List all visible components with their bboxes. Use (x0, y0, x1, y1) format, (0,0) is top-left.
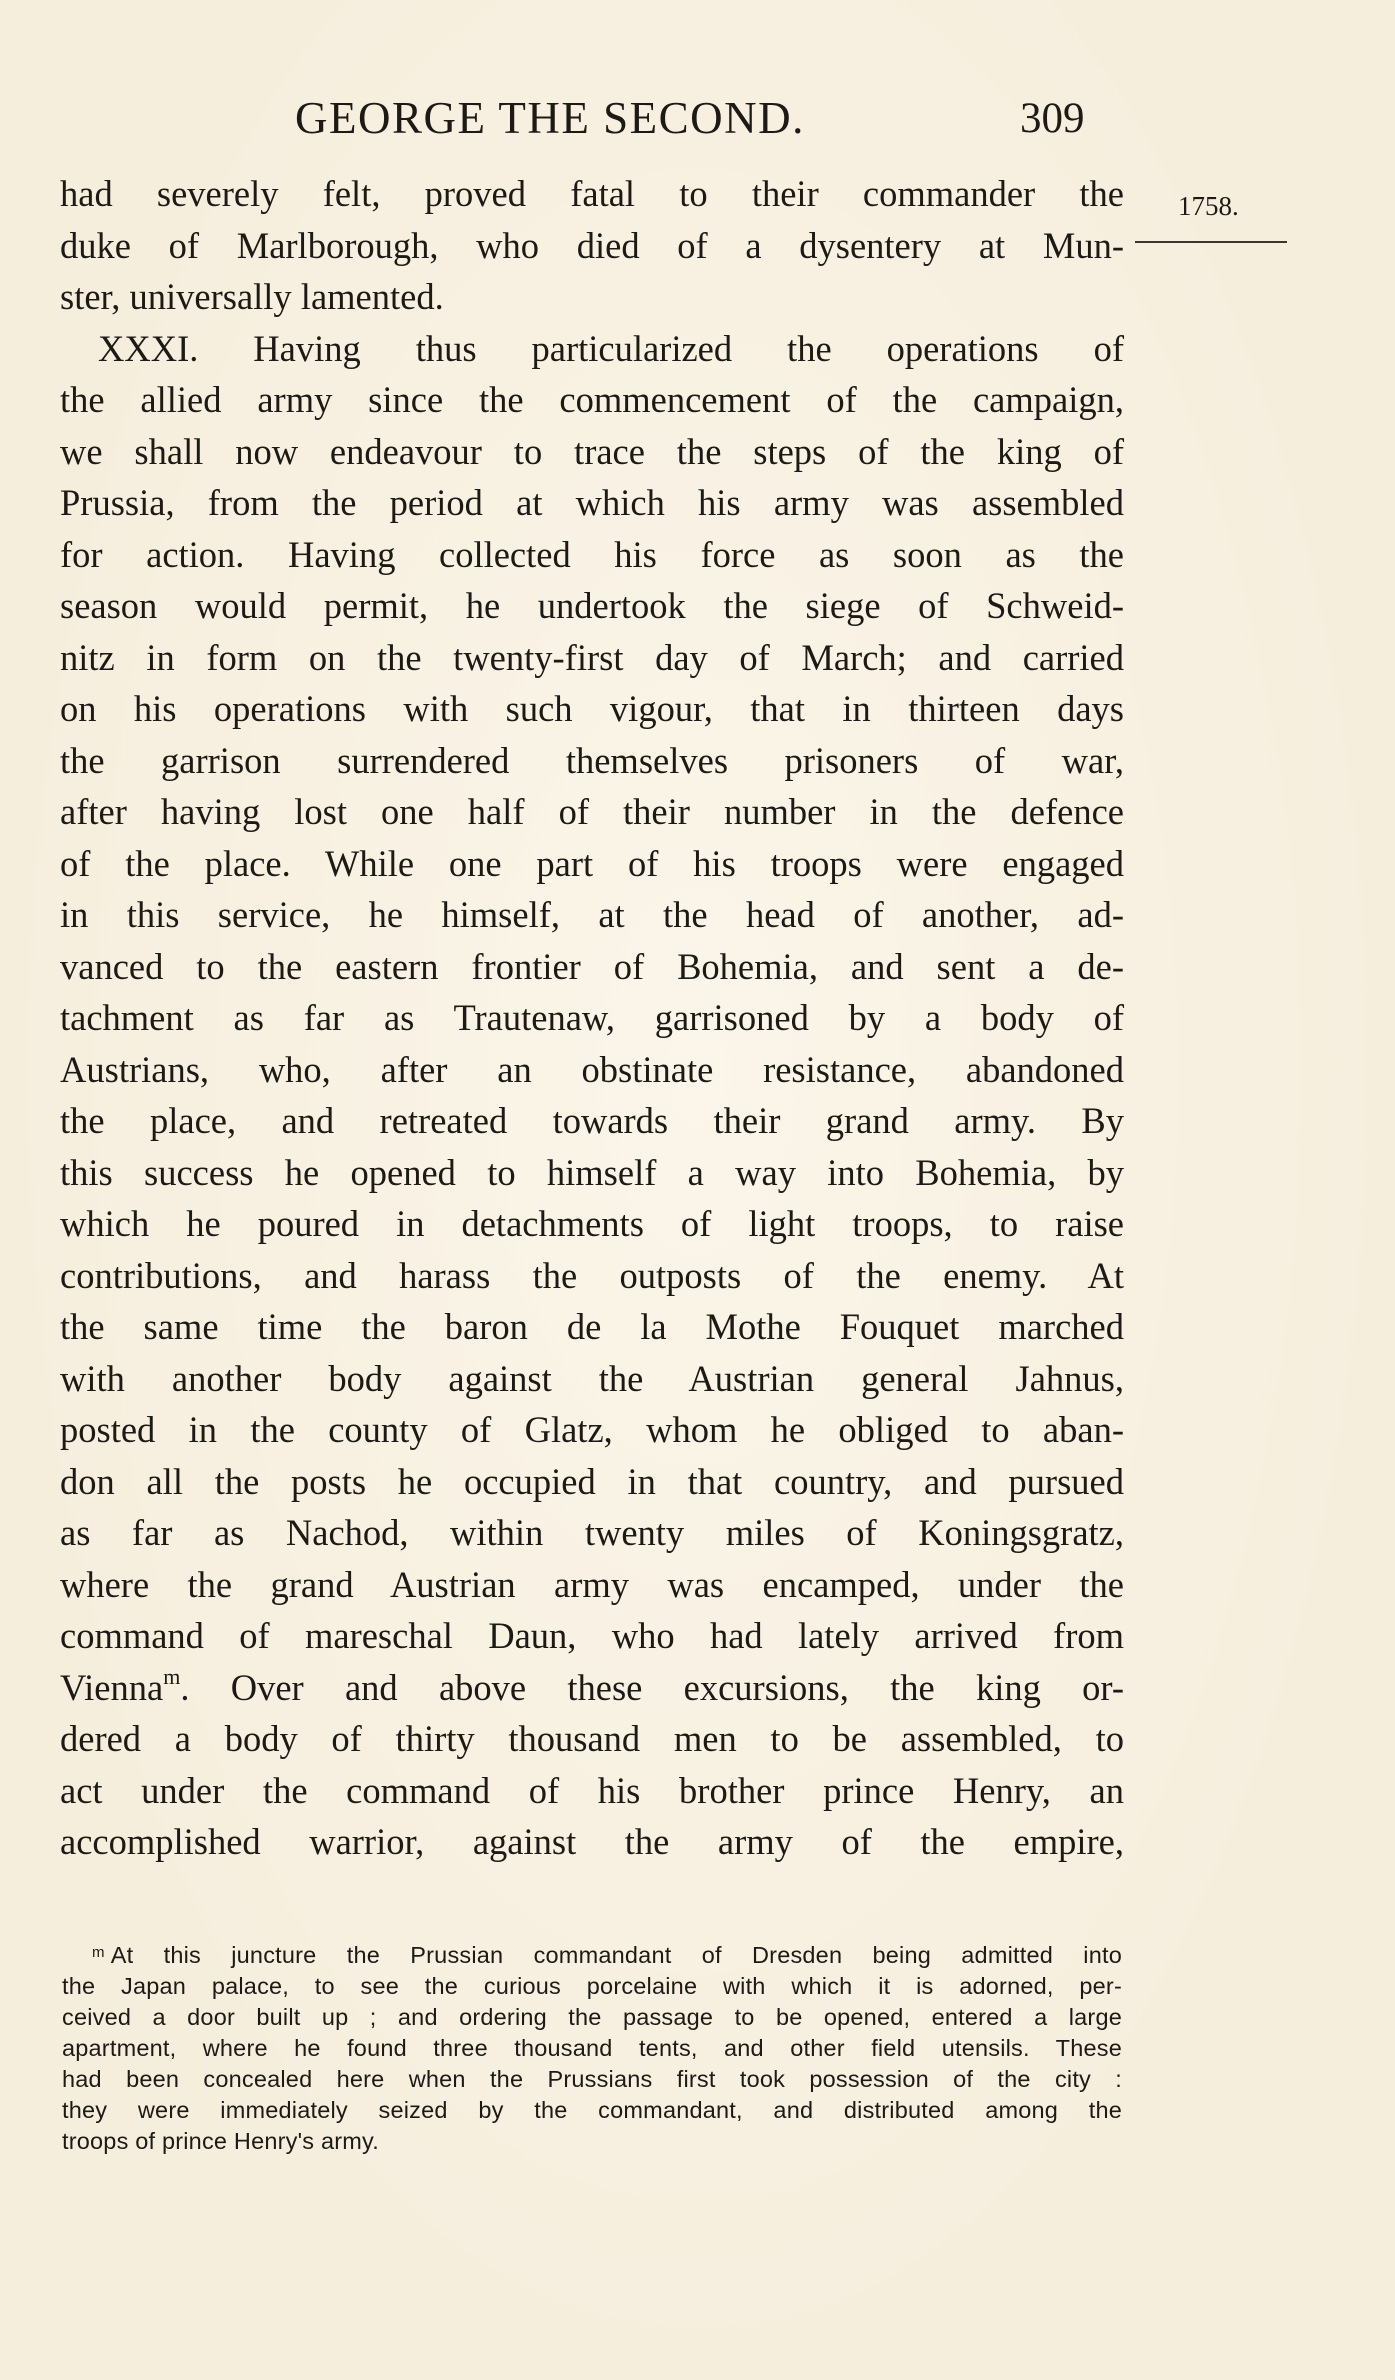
text-line: command of mareschal Daun, who had lately arrived from (60, 1615, 1124, 1656)
footnote-line: ceived a door built up ; and ordering the passage to be opened, entered a large (62, 2004, 1122, 2030)
text-line: as far as Nachod, within twenty miles of Koningsgratz, (60, 1512, 1124, 1553)
footnote-line: had been concealed here when the Prussians first took possession of the city : (62, 2066, 1122, 2092)
text-line: vanced to the eastern frontier of Bohemia, and sent a de- (60, 945, 1124, 987)
text-line: accomplished warrior, against the army of the empire, (60, 1821, 1124, 1862)
footnote-line: they were immediately seized by the commandant, and distributed among the (62, 2097, 1122, 2123)
text-line: after having lost one half of their number in the defence (60, 791, 1124, 832)
text-line: act under the command of his brother prince Henry, an (60, 1769, 1124, 1811)
text-line: ster, universally lamented. (60, 276, 444, 317)
text-line: the garrison surrendered themselves prisoners of war, (60, 739, 1124, 781)
page-number: 309 (1020, 95, 1085, 142)
text-line: posted in the county of Glatz, whom he obliged to aban- (60, 1409, 1124, 1450)
text-line: tachment as far as Trautenaw, garrisoned by a body of (60, 997, 1124, 1038)
text-line: for action. Having collected his force as soon as the (60, 533, 1124, 575)
footnote-marker: m (92, 1944, 105, 1961)
text-line: the place, and retreated towards their grand army. By (60, 1100, 1124, 1141)
footnote-line (62, 1940, 1122, 1971)
running-title: GEORGE THE SECOND. (295, 93, 805, 143)
footnote-block (62, 1940, 1122, 2157)
footnote-text: At this juncture the Prussian commandant of Dresden being admitted into (110, 1942, 1122, 1968)
vienna-line-rest: . Over and above these excursions, the king or- (180, 1666, 1124, 1708)
text-line: had severely felt, proved fatal to their commander the (60, 173, 1124, 214)
text-line: this success he opened to himself a way into Bohemia, by (60, 1151, 1124, 1193)
text-line: the same time the baron de la Mothe Fouquet marched (60, 1306, 1124, 1347)
margin-rule (1135, 241, 1287, 243)
text-line-with-footnote-ref (60, 1662, 1124, 1714)
footnote-line: the Japan palace, to see the curious porcelaine with which it is adorned, per- (62, 1973, 1122, 1999)
text-line: don all the posts he occupied in that country, and pursued (60, 1460, 1124, 1502)
text-line: dered a body of thirty thousand men to be assembled, to (60, 1718, 1124, 1759)
text-line: we shall now endeavour to trace the steps of the king of (60, 430, 1124, 472)
footnote-reference-m[interactable]: m (163, 1664, 181, 1690)
text-line: which he poured in detachments of light troops, to raise (60, 1203, 1124, 1244)
text-line: nitz in form on the twenty-first day of March; and carried (60, 636, 1124, 678)
text-line: Prussia, from the period at which his army was assembled (60, 482, 1124, 523)
text-line: duke of Marlborough, who died of a dysentery at Mun- (60, 224, 1124, 266)
section-opening-line: XXXI. Having thus particularized the operations of (98, 327, 1124, 369)
text-line: of the place. While one part of his troops were engaged (60, 842, 1124, 884)
margin-year-note: 1758. (1178, 191, 1239, 221)
footnote-line: troops of prince Henry's army. (62, 2128, 379, 2154)
text-line: season would permit, he undertook the siege of Schweid- (60, 585, 1124, 626)
text-line: the allied army since the commencement of the campaign, (60, 379, 1124, 420)
footnote-line: apartment, where he found three thousand tents, and other field utensils. These (62, 2035, 1122, 2061)
running-head (60, 92, 1130, 152)
text-line: where the grand Austrian army was encamped, under the (60, 1563, 1124, 1605)
text-line: with another body against the Austrian general Jahnus, (60, 1357, 1124, 1399)
text-line: on his operations with such vigour, that in thirteen days (60, 688, 1124, 729)
text-line: Austrians, who, after an obstinate resistance, abandoned (60, 1048, 1124, 1090)
text-line: contributions, and harass the outposts of the enemy. At (60, 1254, 1124, 1296)
text-line: in this service, he himself, at the head of another, ad- (60, 894, 1124, 935)
vienna-word: Vienna (60, 1666, 164, 1708)
body-text (60, 168, 1124, 1868)
